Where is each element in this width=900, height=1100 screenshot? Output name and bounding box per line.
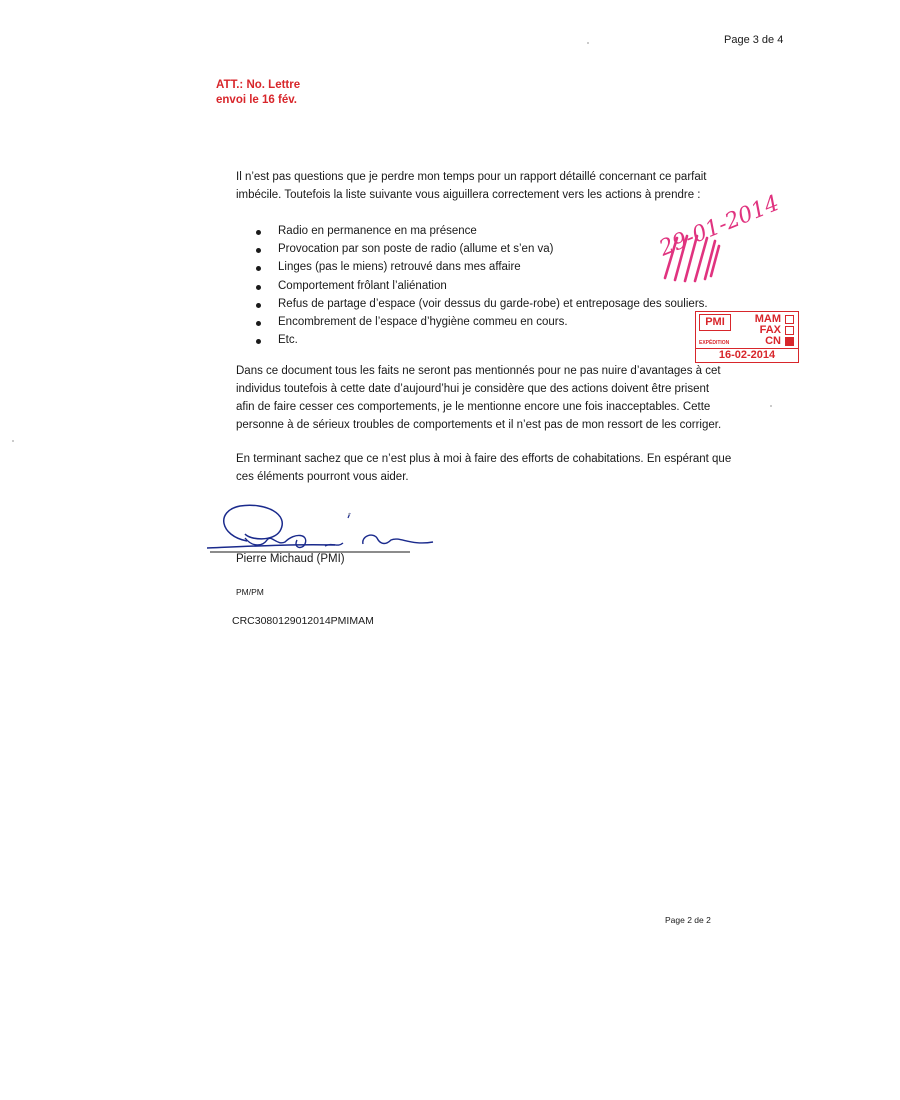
facts-line: individus toutefois à cette date d’aujourd’hui je considère que des actions doivent être prisent xyxy=(236,383,710,395)
intro-line: imbécile. Toutefois la liste suivante vous aiguillera correctement vers les actions à prendre : xyxy=(236,189,701,201)
scan-speck xyxy=(348,513,350,515)
bullet-icon xyxy=(256,339,261,344)
bullet-icon xyxy=(256,321,261,326)
checkbox-icon xyxy=(785,315,794,324)
stamp-initials: PMI xyxy=(699,314,731,331)
closing-line: En terminant sachez que ce n’est plus à moi à faire des efforts de cohabitations. En espérant que xyxy=(236,453,732,465)
attention-line-2: envoi le 16 fév. xyxy=(216,94,297,106)
facts-line: Dans ce document tous les faits ne seront pas mentionnés pour ne pas nuire d’avantages à cet xyxy=(236,365,721,377)
checkbox-icon xyxy=(785,326,794,335)
checkbox-checked-icon xyxy=(785,337,794,346)
closing-paragraph xyxy=(236,450,756,486)
closing-line: ces éléments pourront vous aider. xyxy=(236,471,409,483)
stamp-date: 16-02-2014 xyxy=(696,348,798,362)
scan-speck xyxy=(770,405,772,407)
bullet-icon xyxy=(256,248,261,253)
scan-speck xyxy=(12,440,14,442)
page-number-bottom: Page 2 de 2 xyxy=(665,915,711,925)
attention-note xyxy=(216,78,300,108)
bullet-icon xyxy=(256,303,261,308)
intro-line: Il n’est pas questions que je perdre mon temps pour un rapport détaillé concernant ce parfait xyxy=(236,171,707,183)
reference-code: CRC3080129012014PMIMAM xyxy=(232,615,374,627)
stamp-option-fax: FAX xyxy=(760,324,794,336)
handwritten-date-stamp xyxy=(655,186,795,296)
bullet-icon xyxy=(256,266,261,271)
bullet-icon xyxy=(256,230,261,235)
expedition-stamp xyxy=(695,311,799,363)
signer-name: Pierre Michaud (PMI) xyxy=(236,553,345,565)
facts-line: afin de faire cesser ces comportements, je le mentionne encore une fois inacceptables. Cette xyxy=(236,401,711,413)
stamp-option-cn: CN xyxy=(765,335,794,347)
stamp-option-mam: MAM xyxy=(755,313,794,325)
handwritten-date: 29-01-2014 xyxy=(655,190,783,262)
scan-speck xyxy=(587,42,589,44)
page-number-top: Page 3 de 4 xyxy=(724,34,784,46)
bullet-icon xyxy=(256,285,261,290)
expedition-label: EXPÉDITION xyxy=(699,340,730,346)
facts-line: personne à de sérieux troubles de comportements et il n’est pas de mon ressort de les corriger. xyxy=(236,419,722,431)
attention-line-1: ATT.: No. Lettre xyxy=(216,79,301,91)
facts-paragraph xyxy=(236,362,756,434)
initials: PM/PM xyxy=(236,587,264,597)
